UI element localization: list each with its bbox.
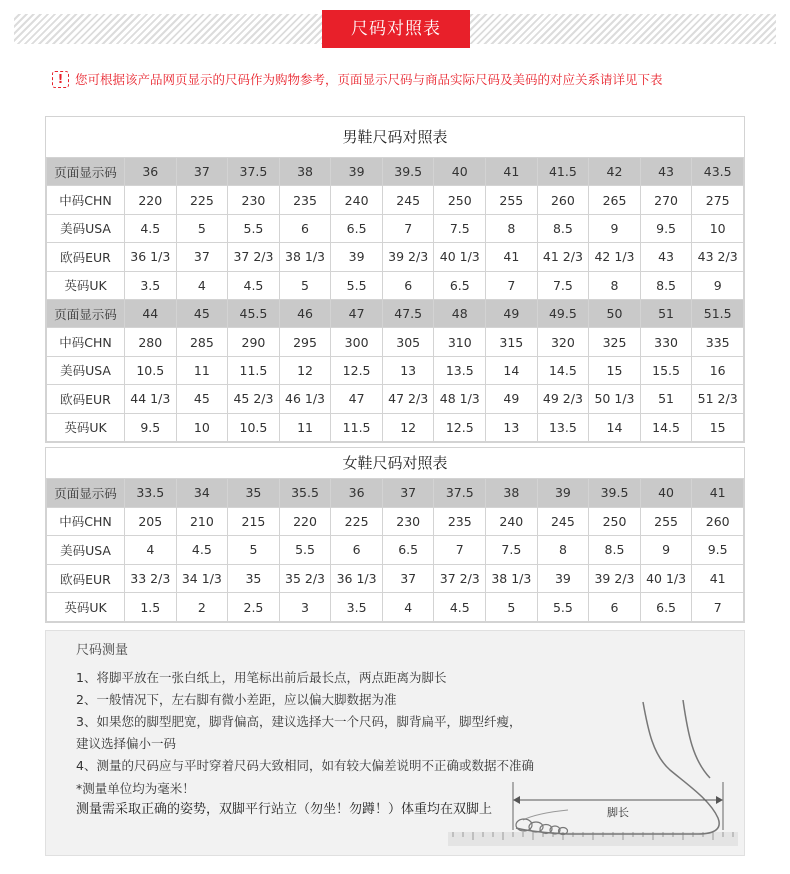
- size-cell: 7: [692, 593, 744, 622]
- banner-title: 尺码对照表: [322, 10, 470, 48]
- size-cell: 230: [228, 186, 280, 214]
- size-row: [47, 385, 744, 413]
- size-row: [47, 328, 744, 356]
- size-cell: 315: [486, 328, 538, 356]
- size-cell: 250: [589, 507, 641, 536]
- size-cell: 330: [640, 328, 692, 356]
- size-cell: 38 1/3: [486, 564, 538, 593]
- leg-outline: [683, 700, 710, 778]
- size-cell: 41 2/3: [537, 243, 589, 271]
- display-size-row: [47, 479, 744, 508]
- measure-step: 1、将脚平放在一张白纸上，用笔标出前后最长点，两点距离为脚长: [76, 670, 447, 685]
- size-cell: 36 1/3: [331, 564, 383, 593]
- size-cell: 270: [640, 186, 692, 214]
- row-label: 美码USA: [47, 356, 125, 384]
- size-cell: 33 2/3: [125, 564, 177, 593]
- size-cell: 210: [176, 507, 228, 536]
- size-cell: 40: [434, 158, 486, 186]
- size-cell: 12.5: [331, 356, 383, 384]
- size-cell: 225: [176, 186, 228, 214]
- size-cell: 44: [125, 299, 177, 327]
- size-cell: 4.5: [125, 214, 177, 242]
- display-size-row: [47, 158, 744, 186]
- measure-step: 4、测量的尺码应与平时穿着尺码大致相同，如有较大偏差说明不正确或数据不准确: [76, 758, 534, 773]
- measure-title: 尺码测量: [76, 643, 129, 658]
- size-cell: 13: [486, 413, 538, 441]
- size-cell: 43: [640, 158, 692, 186]
- size-cell: 325: [589, 328, 641, 356]
- size-cell: 4.5: [228, 271, 280, 299]
- size-row: [47, 536, 744, 565]
- size-cell: 3: [279, 593, 331, 622]
- size-cell: 51: [640, 299, 692, 327]
- women-size-chart: [45, 447, 745, 623]
- size-cell: 43.5: [692, 158, 744, 186]
- size-cell: 37 2/3: [434, 564, 486, 593]
- size-cell: 46 1/3: [279, 385, 331, 413]
- size-cell: 9: [640, 536, 692, 565]
- size-cell: 7: [382, 214, 434, 242]
- size-cell: 39 2/3: [589, 564, 641, 593]
- measure-step: 2、一般情况下，左右脚有微小差距，应以偏大脚数据为准: [76, 692, 397, 707]
- size-cell: 240: [486, 507, 538, 536]
- size-cell: 9.5: [640, 214, 692, 242]
- size-cell: 6: [279, 214, 331, 242]
- size-cell: 47 2/3: [382, 385, 434, 413]
- size-cell: 39: [331, 158, 383, 186]
- size-cell: 48: [434, 299, 486, 327]
- size-cell: 4: [176, 271, 228, 299]
- size-row: [47, 271, 744, 299]
- size-cell: 15: [692, 413, 744, 441]
- size-row: [47, 564, 744, 593]
- size-cell: 40: [640, 479, 692, 508]
- size-cell: 33.5: [125, 479, 177, 508]
- size-cell: 7.5: [486, 536, 538, 565]
- size-cell: 235: [434, 507, 486, 536]
- size-cell: 50 1/3: [589, 385, 641, 413]
- size-cell: 51.5: [692, 299, 744, 327]
- size-cell: 6.5: [331, 214, 383, 242]
- foot-length-label: 脚长: [607, 806, 629, 819]
- size-row: [47, 186, 744, 214]
- size-cell: 47: [331, 385, 383, 413]
- size-cell: 5: [486, 593, 538, 622]
- row-label: 页面显示码: [47, 158, 125, 186]
- size-cell: 38: [486, 479, 538, 508]
- size-cell: 11: [279, 413, 331, 441]
- size-cell: 5: [228, 536, 280, 565]
- size-cell: 40 1/3: [640, 564, 692, 593]
- notice-text: 您可根据该产品网页显示的尺码作为购物参考，页面显示尺码与商品实际尺码及美码的对应关系请详见下表: [75, 72, 663, 87]
- size-cell: 8: [486, 214, 538, 242]
- row-label: 英码UK: [47, 593, 125, 622]
- size-cell: 280: [125, 328, 177, 356]
- size-cell: 7: [486, 271, 538, 299]
- display-size-row: [47, 299, 744, 327]
- size-cell: 320: [537, 328, 589, 356]
- size-cell: 255: [640, 507, 692, 536]
- size-cell: 16: [692, 356, 744, 384]
- size-cell: 43: [640, 243, 692, 271]
- size-cell: 6.5: [434, 271, 486, 299]
- foot-measure-illustration: [448, 700, 738, 850]
- size-cell: 37.5: [434, 479, 486, 508]
- size-cell: 38: [279, 158, 331, 186]
- row-label: 欧码EUR: [47, 385, 125, 413]
- size-cell: 275: [692, 186, 744, 214]
- size-cell: 45 2/3: [228, 385, 280, 413]
- size-cell: 45: [176, 385, 228, 413]
- size-cell: 36: [125, 158, 177, 186]
- size-cell: 50: [589, 299, 641, 327]
- size-cell: 39.5: [382, 158, 434, 186]
- size-row: [47, 356, 744, 384]
- size-cell: 9.5: [125, 413, 177, 441]
- size-row: [47, 507, 744, 536]
- size-cell: 41: [486, 158, 538, 186]
- row-label: 美码USA: [47, 536, 125, 565]
- size-cell: 44 1/3: [125, 385, 177, 413]
- size-cell: 3.5: [331, 593, 383, 622]
- size-cell: 9: [692, 271, 744, 299]
- size-cell: 49: [486, 385, 538, 413]
- size-cell: 35: [228, 479, 280, 508]
- size-cell: 8: [589, 271, 641, 299]
- size-cell: 230: [382, 507, 434, 536]
- men-chart-title: 男鞋尺码对照表: [342, 128, 448, 146]
- row-label: 中码CHN: [47, 507, 125, 536]
- size-cell: 15.5: [640, 356, 692, 384]
- size-cell: 235: [279, 186, 331, 214]
- size-cell: 47.5: [382, 299, 434, 327]
- size-cell: 8.5: [589, 536, 641, 565]
- size-cell: 5.5: [279, 536, 331, 565]
- size-cell: 51: [640, 385, 692, 413]
- row-label: 中码CHN: [47, 328, 125, 356]
- size-cell: 41: [486, 243, 538, 271]
- size-cell: 285: [176, 328, 228, 356]
- size-cell: 7: [434, 536, 486, 565]
- size-cell: 49: [486, 299, 538, 327]
- size-cell: 4: [382, 593, 434, 622]
- size-cell: 10: [692, 214, 744, 242]
- size-cell: 5.5: [331, 271, 383, 299]
- row-label: 页面显示码: [47, 479, 125, 508]
- size-cell: 250: [434, 186, 486, 214]
- size-cell: 8.5: [640, 271, 692, 299]
- size-cell: 1.5: [125, 593, 177, 622]
- size-cell: 310: [434, 328, 486, 356]
- size-cell: 39 2/3: [382, 243, 434, 271]
- size-cell: 34 1/3: [176, 564, 228, 593]
- size-cell: 4.5: [176, 536, 228, 565]
- row-label: 美码USA: [47, 214, 125, 242]
- size-cell: 41.5: [537, 158, 589, 186]
- size-cell: 7.5: [537, 271, 589, 299]
- size-cell: 255: [486, 186, 538, 214]
- size-cell: 37: [382, 564, 434, 593]
- unit-note: *测量单位均为毫米！: [76, 781, 195, 796]
- women-size-table: [46, 478, 744, 622]
- size-cell: 6.5: [382, 536, 434, 565]
- size-cell: 9.5: [692, 536, 744, 565]
- row-label: 英码UK: [47, 413, 125, 441]
- size-cell: 43 2/3: [692, 243, 744, 271]
- men-size-table: [46, 157, 744, 442]
- size-cell: 8.5: [537, 214, 589, 242]
- size-cell: 42 1/3: [589, 243, 641, 271]
- size-cell: 335: [692, 328, 744, 356]
- size-cell: 11.5: [228, 356, 280, 384]
- size-cell: 48 1/3: [434, 385, 486, 413]
- arrow-left-icon: [513, 796, 520, 804]
- size-cell: 10.5: [228, 413, 280, 441]
- size-cell: 39: [537, 564, 589, 593]
- size-cell: 6: [589, 593, 641, 622]
- size-cell: 220: [279, 507, 331, 536]
- row-label: 欧码EUR: [47, 564, 125, 593]
- size-cell: 2.5: [228, 593, 280, 622]
- size-row: [47, 243, 744, 271]
- size-cell: 39: [537, 479, 589, 508]
- size-cell: 38 1/3: [279, 243, 331, 271]
- men-size-chart: [45, 116, 745, 443]
- size-cell: 14: [486, 356, 538, 384]
- size-cell: 37: [176, 243, 228, 271]
- size-cell: 11: [176, 356, 228, 384]
- size-cell: 12: [279, 356, 331, 384]
- size-cell: 41: [692, 479, 744, 508]
- measure-step: 建议选择偏小一码: [76, 736, 177, 751]
- size-cell: 36: [331, 479, 383, 508]
- size-cell: 36 1/3: [125, 243, 177, 271]
- size-cell: 34: [176, 479, 228, 508]
- row-label: 中码CHN: [47, 186, 125, 214]
- size-cell: 9: [589, 214, 641, 242]
- size-cell: 13.5: [434, 356, 486, 384]
- size-cell: 40 1/3: [434, 243, 486, 271]
- size-cell: 13.5: [537, 413, 589, 441]
- row-label: 欧码EUR: [47, 243, 125, 271]
- size-cell: 15: [589, 356, 641, 384]
- size-cell: 37: [176, 158, 228, 186]
- size-cell: 39: [331, 243, 383, 271]
- size-cell: 5: [279, 271, 331, 299]
- size-cell: 46: [279, 299, 331, 327]
- size-cell: 8: [537, 536, 589, 565]
- size-cell: 45.5: [228, 299, 280, 327]
- size-cell: 5.5: [228, 214, 280, 242]
- size-cell: 35: [228, 564, 280, 593]
- size-cell: 220: [125, 186, 177, 214]
- size-cell: 37: [382, 479, 434, 508]
- size-cell: 37 2/3: [228, 243, 280, 271]
- row-label: 英码UK: [47, 271, 125, 299]
- size-cell: 4: [125, 536, 177, 565]
- size-cell: 265: [589, 186, 641, 214]
- size-cell: 14.5: [640, 413, 692, 441]
- size-cell: 4.5: [434, 593, 486, 622]
- size-cell: 300: [331, 328, 383, 356]
- size-cell: 10.5: [125, 356, 177, 384]
- size-cell: 41: [692, 564, 744, 593]
- size-cell: 14.5: [537, 356, 589, 384]
- size-cell: 7.5: [434, 214, 486, 242]
- size-cell: 13: [382, 356, 434, 384]
- size-cell: 12: [382, 413, 434, 441]
- foot-arch-line: [523, 810, 568, 820]
- size-cell: 11.5: [331, 413, 383, 441]
- size-row: [47, 214, 744, 242]
- notice: [52, 68, 663, 90]
- size-cell: 2: [176, 593, 228, 622]
- size-cell: 260: [537, 186, 589, 214]
- size-cell: 14: [589, 413, 641, 441]
- size-cell: 6: [331, 536, 383, 565]
- size-cell: 45: [176, 299, 228, 327]
- size-cell: 305: [382, 328, 434, 356]
- warning-icon: !: [52, 71, 69, 88]
- women-chart-title: 女鞋尺码对照表: [342, 454, 448, 472]
- size-cell: 205: [125, 507, 177, 536]
- size-row: [47, 413, 744, 441]
- size-cell: 49.5: [537, 299, 589, 327]
- size-cell: 37.5: [228, 158, 280, 186]
- size-cell: 35.5: [279, 479, 331, 508]
- size-cell: 225: [331, 507, 383, 536]
- size-cell: 245: [382, 186, 434, 214]
- arrow-right-icon: [716, 796, 723, 804]
- measure-step: 3、如果您的脚型肥宽，脚背偏高，建议选择大一个尺码，脚背扁平，脚型纤瘦，: [76, 714, 522, 729]
- size-cell: 51 2/3: [692, 385, 744, 413]
- size-cell: 5.5: [537, 593, 589, 622]
- size-cell: 215: [228, 507, 280, 536]
- size-cell: 245: [537, 507, 589, 536]
- size-cell: 6.5: [640, 593, 692, 622]
- size-cell: 42: [589, 158, 641, 186]
- size-cell: 35 2/3: [279, 564, 331, 593]
- size-cell: 3.5: [125, 271, 177, 299]
- size-cell: 47: [331, 299, 383, 327]
- size-cell: 49 2/3: [537, 385, 589, 413]
- row-label: 页面显示码: [47, 299, 125, 327]
- size-cell: 260: [692, 507, 744, 536]
- size-cell: 290: [228, 328, 280, 356]
- size-cell: 12.5: [434, 413, 486, 441]
- size-cell: 240: [331, 186, 383, 214]
- size-row: [47, 593, 744, 622]
- size-cell: 10: [176, 413, 228, 441]
- size-cell: 6: [382, 271, 434, 299]
- size-cell: 39.5: [589, 479, 641, 508]
- posture-note: 测量需采取正确的姿势，双脚平行站立（勿坐！勿蹲！）体重均在双脚上: [76, 802, 493, 817]
- size-cell: 5: [176, 214, 228, 242]
- size-cell: 295: [279, 328, 331, 356]
